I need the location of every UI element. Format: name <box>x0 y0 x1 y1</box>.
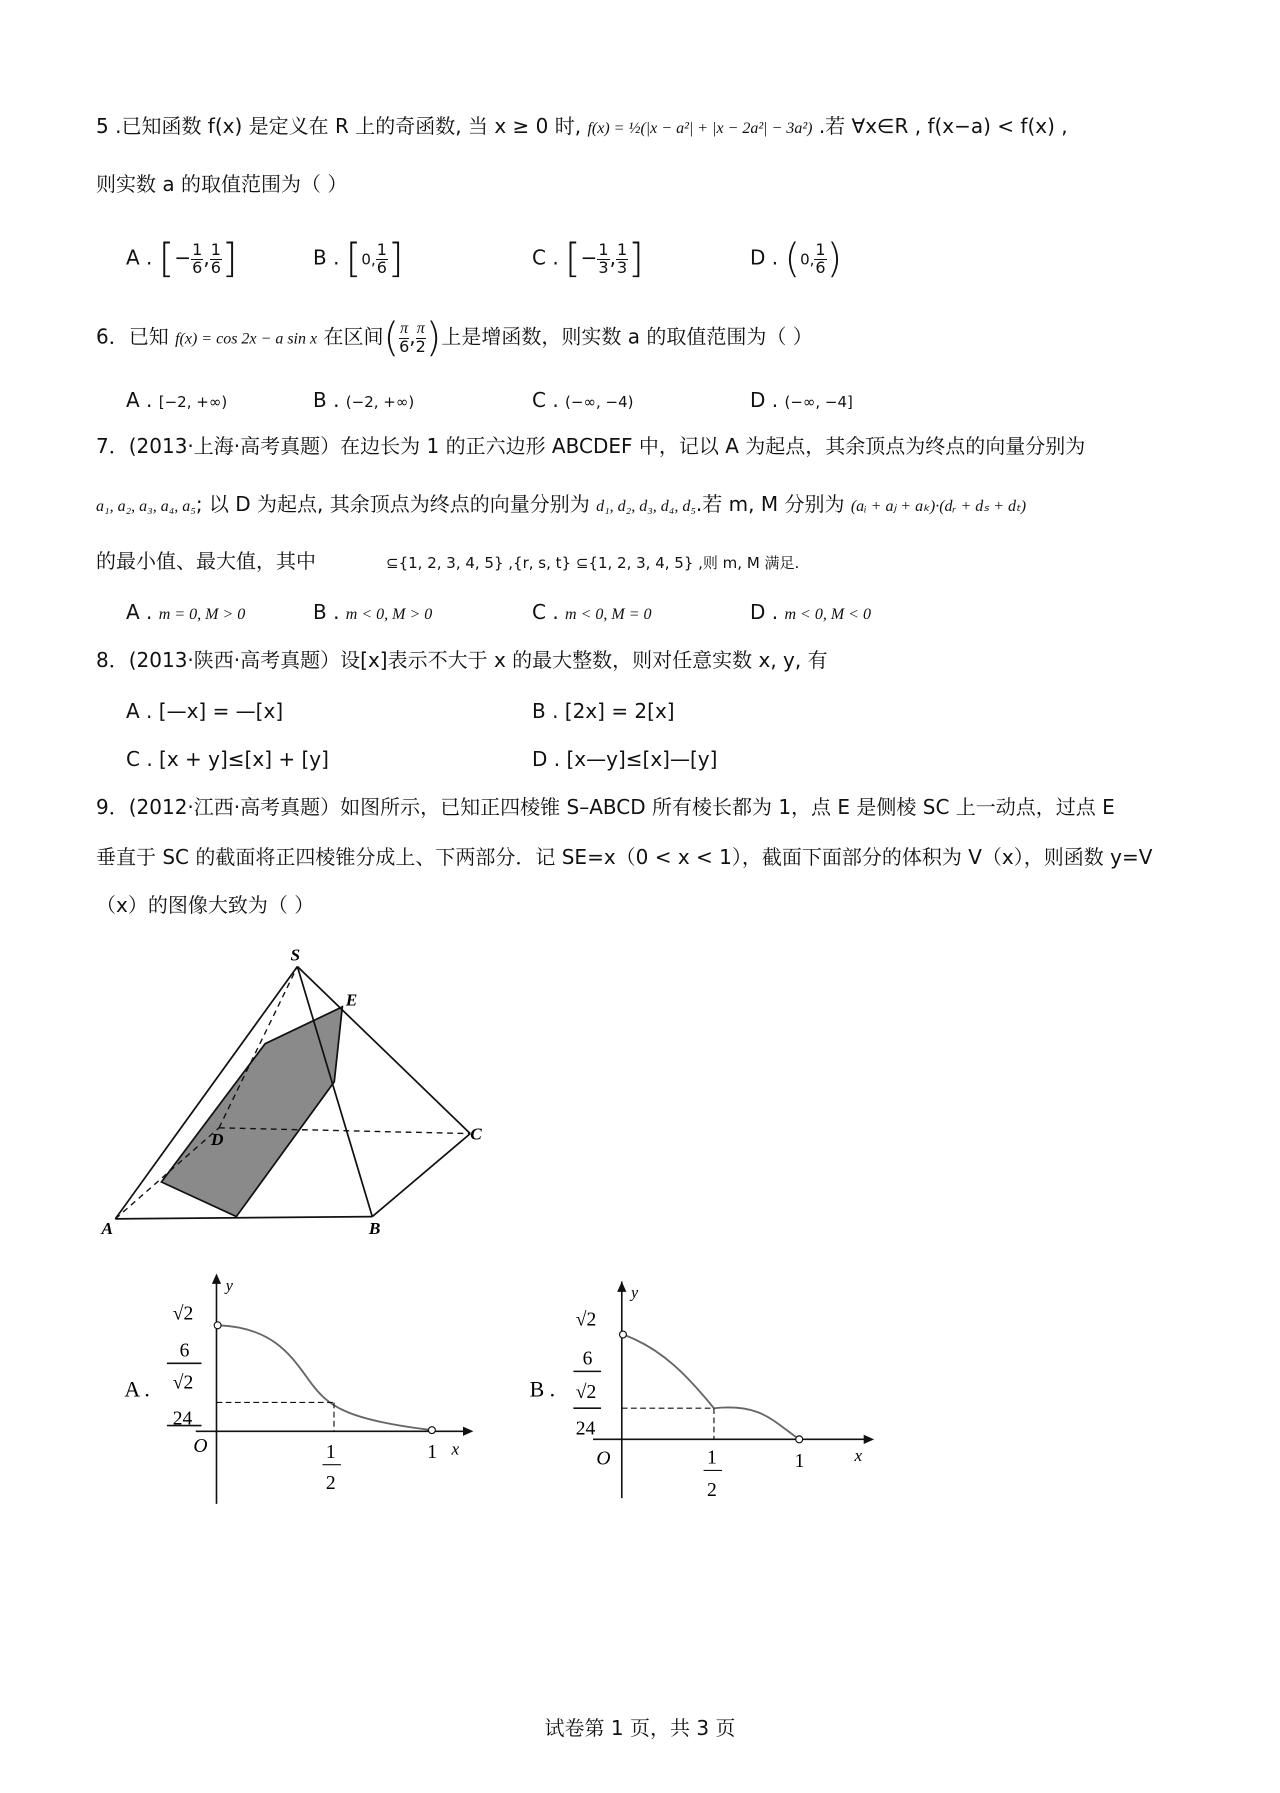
q5-option-b: B . [0, $\frac{1}{6}$ ] <box>313 236 404 282</box>
svg-text:O: O <box>596 1448 611 1470</box>
svg-text:O: O <box>193 1436 208 1458</box>
q9-line3: （x）的图像大致为（ ） <box>96 893 315 917</box>
svg-text:2: 2 <box>707 1479 717 1501</box>
q5-stem: 5 .已知函数 f(x) 是定义在 R 上的奇函数, 当 x ≥ 0 时, <box>96 114 582 138</box>
svg-text:√2: √2 <box>575 1309 597 1331</box>
q5-option-d: D . (0, $\frac{1}{6}$ ) <box>750 236 843 282</box>
curve-b <box>623 1335 799 1440</box>
graph-b-label: B . <box>529 1377 556 1402</box>
q7-line2: a₁, a₂, a₃, a₄, a₅; 以 D 为起点, 其余顶点为终点的向量分别为 d₁, d₂, d₃, d₄, d₅.若 m, M 分别为 (aᵢ + aⱼ + aₖ)·(dᵣ + dₛ + dₜ) <box>96 492 1027 516</box>
q6-option-c: C . (−∞, −4) <box>532 388 634 412</box>
svg-text:√2: √2 <box>575 1381 597 1403</box>
q6-option-a: A . [−2, +∞) <box>126 388 228 412</box>
label-e: E <box>345 990 358 1010</box>
label-d: D <box>210 1130 224 1150</box>
label-a: A <box>101 1218 114 1238</box>
svg-text:1: 1 <box>325 1441 336 1463</box>
q5-formula: f(x) = ½(|x − a²| + |x − 2a²| − 3a²) <box>587 120 813 137</box>
svg-text:√2: √2 <box>172 1372 194 1394</box>
label-b: B <box>368 1218 381 1238</box>
svg-text:1: 1 <box>794 1450 805 1472</box>
q5-option-a: A . [− $\frac{1}{6}$ , $\frac{1}{6}$ ] <box>126 236 238 282</box>
q7-option-d: D . m < 0, M < 0 <box>750 600 871 624</box>
q5-condition: .若 ∀x∈R , f(x−a) < f(x) , <box>818 114 1068 138</box>
svg-text:6: 6 <box>582 1348 593 1370</box>
q5-option-c: C . [− $\frac{1}{3}$ , $\frac{1}{3}$ ] <box>532 236 644 282</box>
curve-a <box>219 1325 432 1430</box>
q5-line2: 则实数 a 的取值范围为（ ） <box>96 172 348 196</box>
svg-text:x: x <box>451 1439 460 1459</box>
cross-section <box>161 1007 342 1217</box>
q8-option-b: B . [2x] = 2[x] <box>532 699 675 723</box>
q7-line1: 7．(2013·上海·高考真题）在边长为 1 的正六边形 ABCDEF 中，记以 A 为起点，其余顶点为终点的向量分别为 <box>96 434 1086 458</box>
svg-text:24: 24 <box>172 1408 193 1430</box>
q9-line1: 9．(2012·江西·高考真题）如图所示，已知正四棱锥 S–ABCD 所有棱长都为 1，点 E 是侧棱 SC 上一动点，过点 E <box>96 795 1115 819</box>
graph-a-label: A . <box>124 1377 150 1402</box>
svg-text:24: 24 <box>575 1418 596 1440</box>
page-footer: 试卷第 1 页，共 3 页 <box>544 1716 736 1740</box>
svg-text:1: 1 <box>427 1441 438 1463</box>
q7-line3: 的最小值、最大值，其中 ⊆{1, 2, 3, 4, 5} ,{r, s, t} ⊆{1, 2, 3, 4, 5} ,则 m, M 满足. <box>96 549 800 573</box>
q8-stem: 8．(2013·陕西·高考真题）设[x]表示不大于 x 的最大整数，则对任意实数 x, y, 有 <box>96 648 828 672</box>
svg-text:6: 6 <box>179 1340 190 1362</box>
q9-line2: 垂直于 SC 的截面将正四棱锥分成上、下两部分．记 SE=x（0 < x < 1），截面下面部分的体积为 V（x），则函数 y=V <box>96 845 1153 869</box>
q8-option-c: C . [x + y]≤[x] + [y] <box>126 747 329 771</box>
graph-a <box>115 1270 485 1505</box>
q8-option-d: D . [x—y]≤[x]—[y] <box>532 747 718 771</box>
svg-text:x: x <box>854 1446 863 1466</box>
svg-text:y: y <box>225 1277 233 1295</box>
pyramid-figure <box>92 940 512 1250</box>
graph-b <box>518 1270 888 1505</box>
q6-stem: 6．已知 f(x) = cos 2x − a sin x 在区间( $\frac{\pi}{6}$ , $\frac{\pi}{2}$ )上是增函数，则实数 a 的取值范围为（ ） <box>96 315 813 361</box>
q7-option-b: B . m < 0, M > 0 <box>313 600 433 624</box>
svg-text:√2: √2 <box>172 1303 194 1325</box>
label-c: C <box>470 1124 482 1144</box>
q5-line1 <box>96 116 1068 137</box>
svg-text:1: 1 <box>707 1447 717 1469</box>
svg-text:y: y <box>631 1284 639 1302</box>
q8-option-a: A . [—x] = —[x] <box>126 699 284 723</box>
svg-text:2: 2 <box>325 1472 336 1494</box>
q7-option-c: C . m < 0, M = 0 <box>532 600 652 624</box>
label-s: S <box>290 945 301 965</box>
q6-option-d: D . (−∞, −4] <box>750 388 853 412</box>
q7-option-a: A . m = 0, M > 0 <box>126 600 246 624</box>
q6-option-b: B . (−2, +∞) <box>313 388 415 412</box>
